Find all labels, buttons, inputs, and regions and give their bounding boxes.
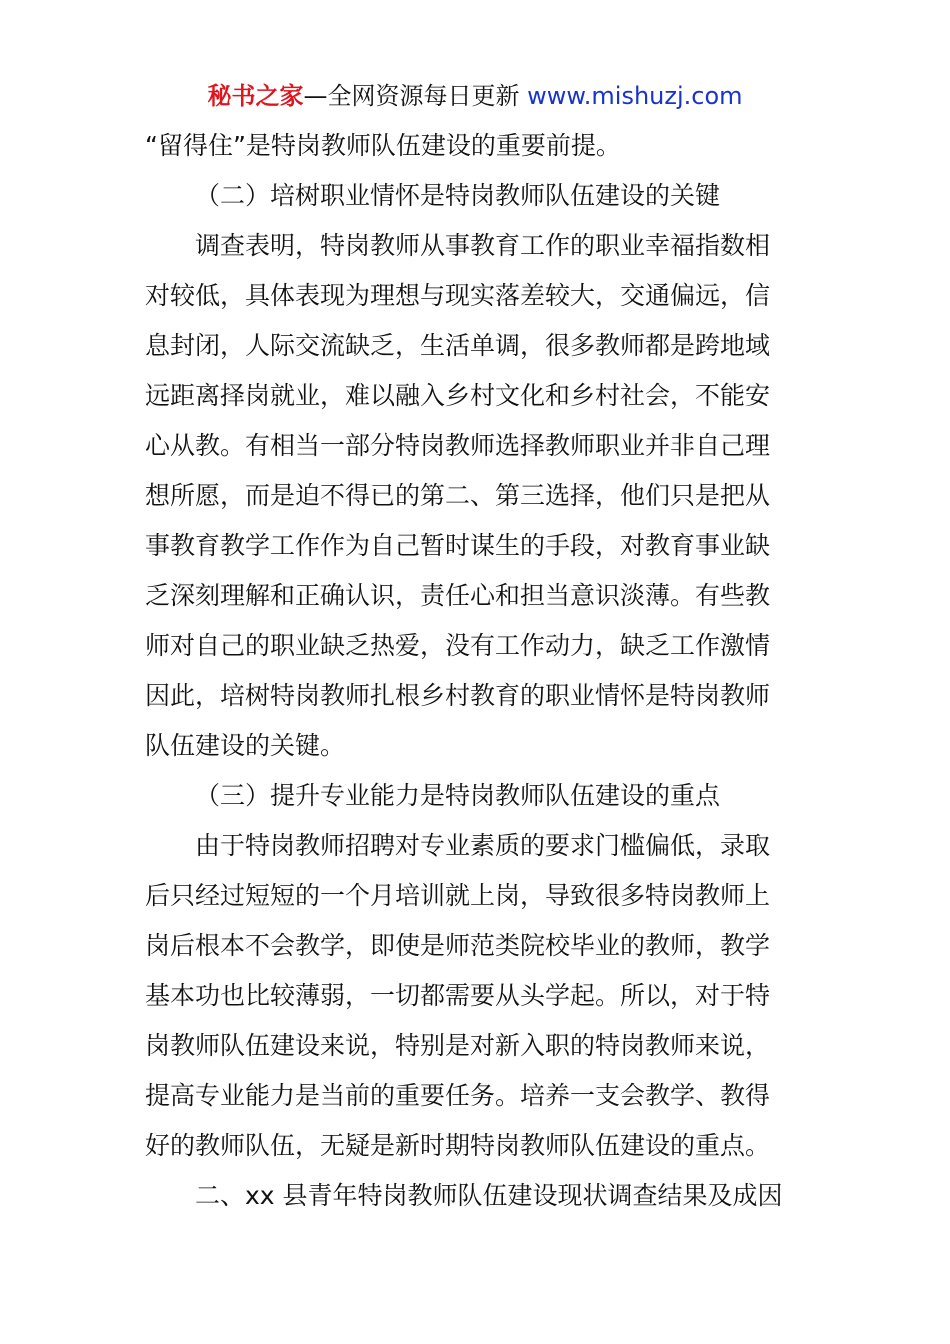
page-header <box>0 80 950 112</box>
body-line: 基本功也比较薄弱，一切都需要从头学起。所以，对于特 <box>145 981 771 1010</box>
body-line: 乏深刻理解和正确认识，责任心和担当意识淡薄。有些教 <box>145 581 771 610</box>
paragraph-first-line: 由于特岗教师招聘对专业素质的要求门槛偏低，录取 <box>195 831 771 860</box>
body-line: 岗教师队伍建设来说，特别是对新入职的特岗教师来说， <box>145 1031 771 1060</box>
body-line: 事教育教学工作作为自己暂时谋生的手段，对教育事业缺 <box>145 531 771 560</box>
chapter-heading: 二、xx 县青年特岗教师队伍建设现状调查结果及成因 <box>195 1181 783 1210</box>
body-line: 后只经过短短的一个月培训就上岗，导致很多特岗教师上 <box>145 881 771 910</box>
body-line: 岗后根本不会教学，即使是师范类院校毕业的教师，教学 <box>145 931 771 960</box>
section-heading: （三）提升专业能力是特岗教师队伍建设的重点 <box>195 781 721 810</box>
body-line: 因此，培树特岗教师扎根乡村教育的职业情怀是特岗教师 <box>145 681 771 710</box>
section-heading: （二）培树职业情怀是特岗教师队伍建设的关键 <box>195 181 721 210</box>
body-line: 远距离择岗就业，难以融入乡村文化和乡村社会，不能安 <box>145 381 771 410</box>
header-url[interactable]: www.mishuzj.com <box>527 82 743 110</box>
body-line: “留得住”是特岗教师队伍建设的重要前提。 <box>145 131 621 160</box>
document-body <box>145 121 810 1221</box>
body-line: 心从教。有相当一部分特岗教师选择教师职业并非自己理 <box>145 431 771 460</box>
body-line: 对较低，具体表现为理想与现实落差较大，交通偏远，信 <box>145 281 771 310</box>
body-line: 想所愿，而是迫不得已的第二、第三选择，他们只是把从 <box>145 481 771 510</box>
paragraph-first-line: 调查表明，特岗教师从事教育工作的职业幸福指数相 <box>195 231 771 260</box>
body-line: 提高专业能力是当前的重要任务。培养一支会教学、教得 <box>145 1081 771 1110</box>
body-line: 好的教师队伍，无疑是新时期特岗教师队伍建设的重点。 <box>145 1131 771 1160</box>
brand-name: 秘书之家 <box>207 82 304 110</box>
body-line: 师对自己的职业缺乏热爱，没有工作动力，缺乏工作激情 <box>145 631 771 660</box>
body-line: 队伍建设的关键。 <box>145 731 346 760</box>
header-tagline: —全网资源每日更新 <box>303 82 528 110</box>
body-line: 息封闭，人际交流缺乏，生活单调，很多教师都是跨地域 <box>145 331 771 360</box>
